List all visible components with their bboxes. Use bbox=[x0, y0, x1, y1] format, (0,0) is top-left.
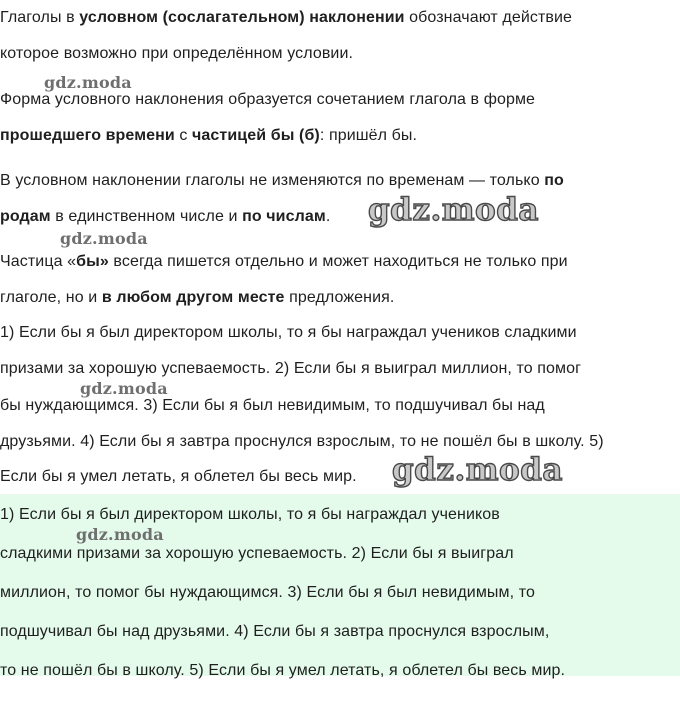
theory-line: В условном наклонении глаголы не изменяются по временам — только по bbox=[0, 172, 564, 189]
theory-line: Форма условного наклонения образуется сочетанием глагола в форме bbox=[0, 91, 536, 108]
watermark-text: gdz.moda bbox=[60, 229, 148, 248]
theory-line: которое возможно при определённом условии. bbox=[0, 45, 354, 62]
watermark-text: gdz.moda bbox=[44, 73, 132, 92]
answer-block bbox=[0, 494, 680, 679]
theory-line: прошедшего времени с частицей бы (б): пришёл бы. bbox=[0, 127, 418, 144]
theory-line: глаголе, но и в любом другом месте предложения. bbox=[0, 289, 395, 306]
answer-line: миллион, то помог бы нуждающимся. 3) Если бы я был невидимым, то bbox=[0, 584, 535, 601]
example-line: бы нуждающимся. 3) Если бы я был невидимым, то подшучивал бы над bbox=[0, 397, 545, 414]
example-line: друзьями. 4) Если бы я завтра проснулся взрослым, то не пошёл бы в школу. 5) bbox=[0, 433, 604, 450]
example-line: 1) Если бы я был директором школы, то я бы награждал учеников сладкими bbox=[0, 324, 577, 341]
theory-line: Частица «бы» всегда пишется отдельно и может находиться не только при bbox=[0, 253, 568, 270]
watermark-text: gdz.moda bbox=[80, 379, 168, 398]
example-line: Если бы я умел летать, я облетел бы весь мир. bbox=[0, 468, 357, 485]
theory-line: Глаголы в условном (сослагательном) наклонении обозначают действие bbox=[0, 9, 573, 26]
watermark-text: gdz.moda bbox=[392, 452, 563, 488]
theory-line: родам в единственном числе и по числам. bbox=[0, 208, 331, 225]
answer-line: сладкими призами за хорошую успеваемость. 2) Если бы я выиграл bbox=[0, 545, 514, 562]
watermark-text: gdz.moda bbox=[76, 525, 164, 544]
watermark-text: gdz.moda bbox=[368, 192, 539, 228]
answer-line: 1) Если бы я был директором школы, то я бы награждал учеников bbox=[0, 506, 500, 523]
example-line: призами за хорошую успеваемость. 2) Если бы я выиграл миллион, то помог bbox=[0, 360, 582, 377]
answer-line: то не пошёл бы в школу. 5) Если бы я умел летать, я облетел бы весь мир. bbox=[0, 662, 566, 679]
answer-line: подшучивал бы над друзьями. 4) Если бы я завтра проснулся взрослым, bbox=[0, 623, 550, 640]
